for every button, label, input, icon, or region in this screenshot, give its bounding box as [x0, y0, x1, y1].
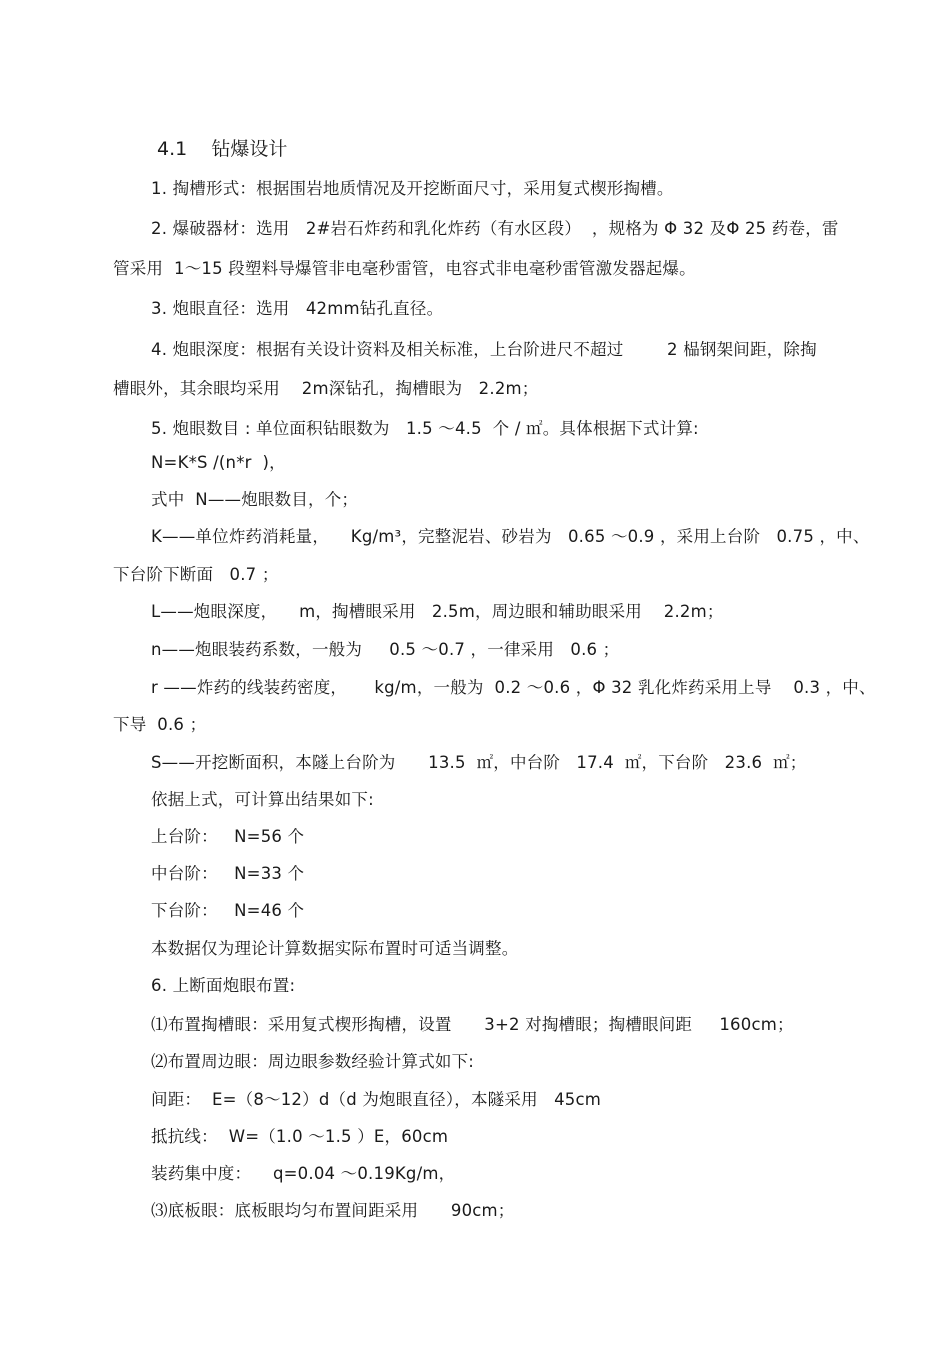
paragraph-line: 间距： E=（8～12）d（d 为炮眼直径），本隧采用 45cm [151, 1090, 602, 1109]
paragraph-line: 依据上式，可计算出结果如下: [151, 790, 374, 809]
paragraph-line: r ——炸药的线装药密度， kg/m，一般为 0.2 ～0.6 ，Φ 32 乳化炸药采用上导 0.3 ，中、 [151, 678, 876, 697]
result-line: 中台阶： N=33 个 [151, 864, 305, 883]
paragraph-line: 6. 上断面炮眼布置: [151, 976, 296, 995]
paragraph-line: 装药集中度： q=0.04 ～0.19Kg/m， [151, 1164, 456, 1183]
paragraph-line: ⑵布置周边眼：周边眼参数经验计算式如下: [151, 1052, 475, 1071]
result-line: 上台阶： N=56 个 [151, 827, 305, 846]
paragraph-line: n——炮眼装药系数，一般为 0.5 ～0.7 ，一律采用 0.6 ； [151, 640, 620, 659]
paragraph-line: 槽眼外，其余眼均采用 2m深钻孔，掏槽眼为 2.2m； [113, 379, 539, 398]
paragraph-line: 1. 掏槽形式：根据围岩地质情况及开挖断面尺寸，采用复式楔形掏槽。 [151, 179, 674, 198]
paragraph-line: K——单位炸药消耗量， Kg/m³，完整泥岩、砂岩为 0.65 ～0.9 ，采用上台阶 0.75 ，中、 [151, 527, 870, 546]
paragraph-line: 5. 炮眼数目 : 单位面积钻眼数为 1.5 ～4.5 个 / ㎡。具体根据下式计算: [151, 419, 699, 438]
paragraph-line: 管采用 1～15 段塑料导爆管非电毫秒雷管，电容式非电毫秒雷管激发器起爆。 [113, 259, 696, 278]
paragraph-line: S——开挖断面积，本隧上台阶为 13.5 ㎡，中台阶 17.4 ㎡，下台阶 23.6 ㎡； [151, 753, 807, 772]
paragraph-line: 本数据仅为理论计算数据实际布置时可适当调整。 [151, 939, 519, 958]
paragraph-line: 下台阶下断面 0.7 ； [113, 565, 279, 584]
paragraph-line: 3. 炮眼直径：选用 42mm钻孔直径。 [151, 299, 444, 318]
paragraph-line: ⑴布置掏槽眼：采用复式楔形掏槽，设置 3+2 对掏槽眼；掏槽眼间距 160cm； [151, 1015, 794, 1034]
formula-line: N=K*S /(n*r )， [151, 453, 286, 472]
paragraph-line: 式中 N——炮眼数目，个； [151, 490, 359, 509]
paragraph-line: 2. 爆破器材：选用 2#岩石炸药和乳化炸药（有水区段） ，规格为 Φ 32 及Φ 25 药卷，雷 [151, 219, 839, 238]
paragraph-line: 抵抗线： W=（1.0 ～1.5 ）E，60cm [151, 1127, 449, 1146]
paragraph-line: ⑶底板眼：底板眼均匀布置间距采用 90cm； [151, 1201, 515, 1220]
section-heading: 4.1 钻爆设计 [157, 138, 288, 160]
result-line: 下台阶： N=46 个 [151, 901, 305, 920]
paragraph-line: 下导 0.6 ； [113, 715, 207, 734]
paragraph-line: L——炮眼深度， m，掏槽眼采用 2.5m，周边眼和辅助眼采用 2.2m； [151, 602, 724, 621]
paragraph-line: 4. 炮眼深度：根据有关设计资料及相关标准，上台阶进尺不超过 2 榀钢架间距，除掏 [151, 340, 817, 359]
